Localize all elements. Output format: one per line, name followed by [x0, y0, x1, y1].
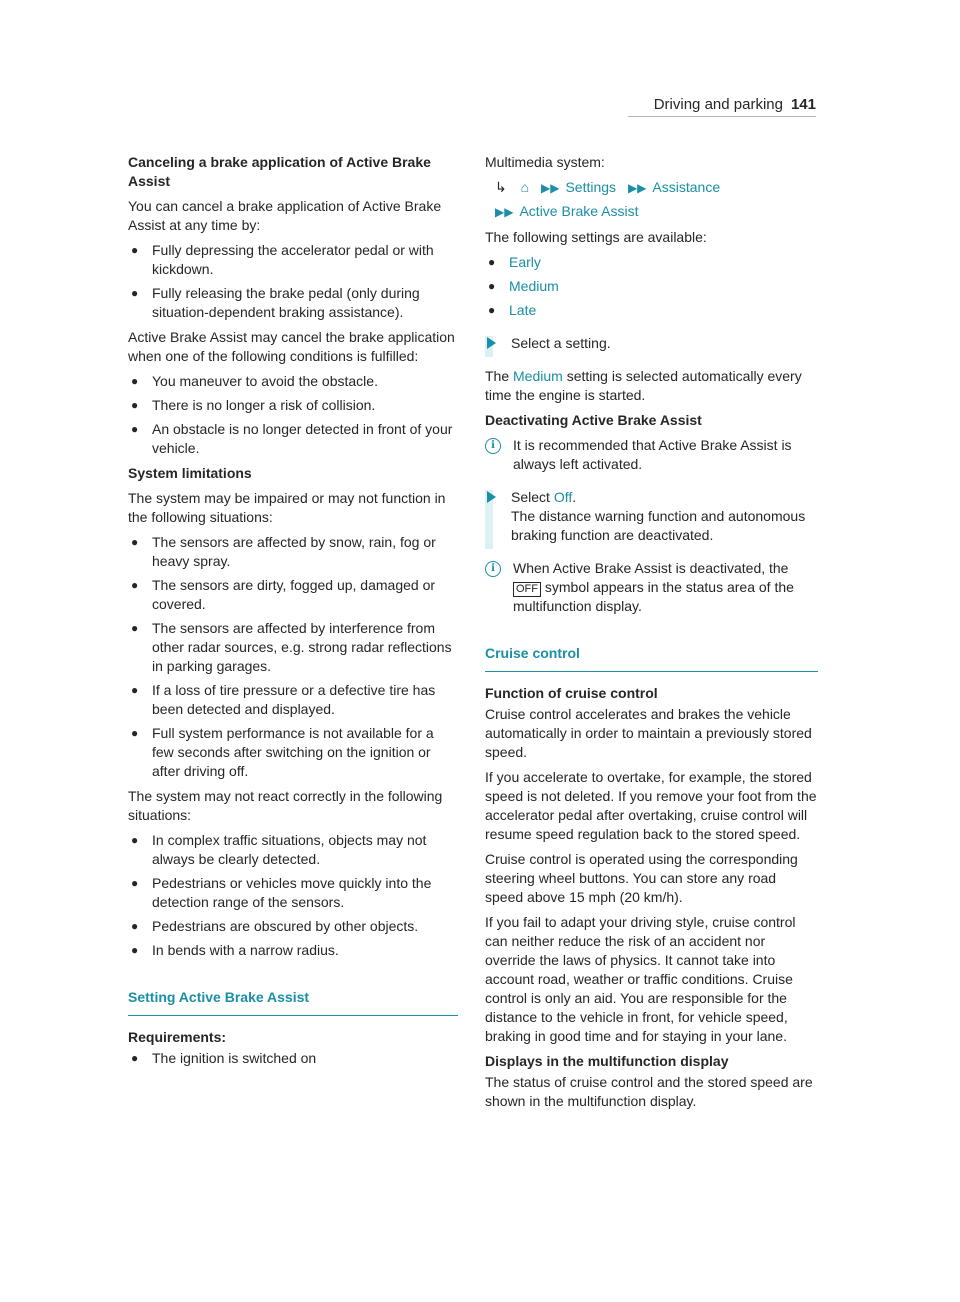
limits-intro: The system may be impaired or may not function in the following situations:: [128, 490, 446, 525]
function-paragraph: If you fail to adapt your driving style, cruise control can neither reduce the risk of an accident nor override the laws of physics. It cannot take into account road, weather or traffic conditions. Cruise control is only an aid. You are responsible for the distance to the vehicle in front, for vehicle speed, braking in good time and for staying in your lane.: [485, 914, 796, 1044]
info-note: i It is recommended that Active Brake Assist is always left activated.: [485, 436, 818, 474]
bullet-icon: ●: [131, 919, 139, 933]
menu-path-cont: [485, 202, 818, 222]
bullet-icon: ●: [131, 833, 139, 847]
displays-heading: Displays in the multifunction display: [485, 1053, 729, 1069]
function-paragraph: Cruise control is operated using the corresponding steering wheel buttons. You can store any road speed above 15 mph (20 km/h).: [485, 851, 798, 905]
select-off-step: Select Off. The distance warning function and autonomous braking function are deactivated.: [485, 488, 818, 545]
limits-heading: System limitations: [128, 465, 252, 481]
info-note: i When Active Brake Assist is deactivated, the OFF symbol appears in the status area of the multifunction display.: [485, 559, 818, 616]
list-item: ● You maneuver to avoid the obstacle.: [131, 373, 378, 389]
setting-section-title: Setting Active Brake Assist: [128, 988, 458, 1016]
home-icon: ⌂: [520, 179, 530, 195]
list-item: ● Fully depressing the accelerator pedal or with kickdown.: [131, 242, 434, 277]
list-item: ● If a loss of tire pressure or a defective tire has been detected and displayed.: [131, 682, 436, 717]
function-paragraph: Cruise control accelerates and brakes the vehicle automatically in order to maintain a previously stored speed.: [485, 706, 812, 760]
info-icon: i: [485, 561, 501, 577]
bullet-icon: ●: [131, 398, 139, 412]
bullet-icon: ●: [131, 683, 139, 697]
header-rule: [628, 116, 816, 117]
chevron-right-icon: ▶▶: [540, 181, 560, 195]
cancel-auto-text: Active Brake Assist may cancel the brake application when one of the following conditions is fulfilled:: [128, 329, 455, 364]
option-late: ● Late: [488, 302, 537, 318]
list-item: ● Pedestrians are obscured by other objects.: [131, 918, 419, 934]
list-item: ● Pedestrians or vehicles move quickly into the detection range of the sensors.: [131, 875, 432, 910]
list-item: ● The sensors are affected by interference from other radar sources, e.g. strong radar reflections in parking garages.: [131, 620, 452, 674]
bullet-icon: ●: [131, 243, 139, 257]
cancel-heading: Canceling a brake application of Active Brake Assist: [128, 154, 431, 189]
bullet-icon: ●: [131, 286, 139, 300]
cancel-auto-list: [128, 372, 458, 458]
list-item: ● The sensors are affected by snow, rain, fog or heavy spray.: [131, 534, 436, 569]
list-item: ● The ignition is switched on: [131, 1050, 317, 1066]
bullet-icon: ●: [488, 255, 496, 269]
cancel-intro: You can cancel a brake application of Active Brake Assist at any time by:: [128, 198, 442, 233]
path-start-icon: ↳: [495, 179, 507, 195]
requirements-heading: Requirements:: [128, 1029, 227, 1045]
bullet-icon: ●: [131, 535, 139, 549]
option-medium: ● Medium: [488, 278, 559, 294]
bullet-icon: ●: [131, 943, 139, 957]
page-header: [654, 96, 816, 113]
cancel-list: [128, 241, 458, 322]
action-arrow-icon: [487, 491, 496, 503]
list-item: ● Full system performance is not available for a few seconds after switching on the ignition or after driving off.: [131, 725, 434, 779]
deactivating-heading: Deactivating Active Brake Assist: [485, 412, 702, 428]
react-intro: The system may not react correctly in the following situations:: [128, 788, 443, 823]
list-item: ● Fully releasing the brake pedal (only during situation-dependent braking assistance).: [131, 285, 420, 320]
list-item: ● The sensors are dirty, fogged up, damaged or covered.: [131, 577, 436, 612]
options-list: [485, 253, 818, 320]
bullet-icon: ●: [131, 578, 139, 592]
list-item: ● There is no longer a risk of collision.: [131, 397, 376, 413]
displays-paragraph: The status of cruise control and the stored speed are shown in the multifunction display.: [485, 1074, 813, 1109]
option-early: ● Early: [488, 254, 541, 270]
menu-path: [485, 178, 818, 198]
action-arrow-icon: [487, 337, 496, 349]
chevron-right-icon: ▶▶: [495, 205, 514, 219]
menu-active-brake-assist: Active Brake Assist: [519, 203, 639, 219]
select-setting-step: Select a setting.: [485, 334, 818, 353]
menu-assistance: Assistance: [652, 179, 721, 195]
bullet-icon: ●: [488, 279, 496, 293]
info-icon: i: [485, 438, 501, 454]
header-section-title: Driving and parking: [653, 96, 783, 113]
bullet-icon: ●: [131, 621, 139, 635]
list-item: ● In complex traffic situations, objects may not always be clearly detected.: [131, 832, 427, 867]
right-column: [485, 153, 818, 1117]
bullet-icon: ●: [488, 303, 496, 317]
brake-assist-off-icon: OFF: [513, 582, 541, 597]
function-heading: Function of cruise control: [485, 685, 658, 701]
bullet-icon: ●: [131, 1051, 139, 1065]
chevron-right-icon: ▶▶: [627, 181, 647, 195]
left-column: [128, 153, 458, 1074]
multimedia-label: Multimedia system:: [485, 154, 605, 170]
options-intro: The following settings are available:: [485, 229, 707, 245]
cruise-section-title: Cruise control: [485, 644, 818, 672]
react-list: [128, 831, 458, 960]
menu-settings: Settings: [565, 179, 617, 195]
requirements-list: [128, 1049, 458, 1068]
list-item: ● In bends with a narrow radius.: [131, 942, 339, 958]
limits-list: [128, 533, 458, 781]
function-paragraph: If you accelerate to overtake, for example, the stored speed is not deleted. If you remove your foot from the accelerator pedal after overtaking, cruise control will resume speed regulation back to the stored speed.: [485, 769, 817, 842]
bullet-icon: ●: [131, 422, 139, 436]
bullet-icon: ●: [131, 374, 139, 388]
list-item: ● An obstacle is no longer detected in front of your vehicle.: [131, 421, 453, 456]
bullet-icon: ●: [131, 726, 139, 740]
medium-note: The Medium setting is selected automatically every time the engine is started.: [485, 368, 802, 403]
page-number: 141: [790, 96, 816, 113]
bullet-icon: ●: [131, 876, 139, 890]
